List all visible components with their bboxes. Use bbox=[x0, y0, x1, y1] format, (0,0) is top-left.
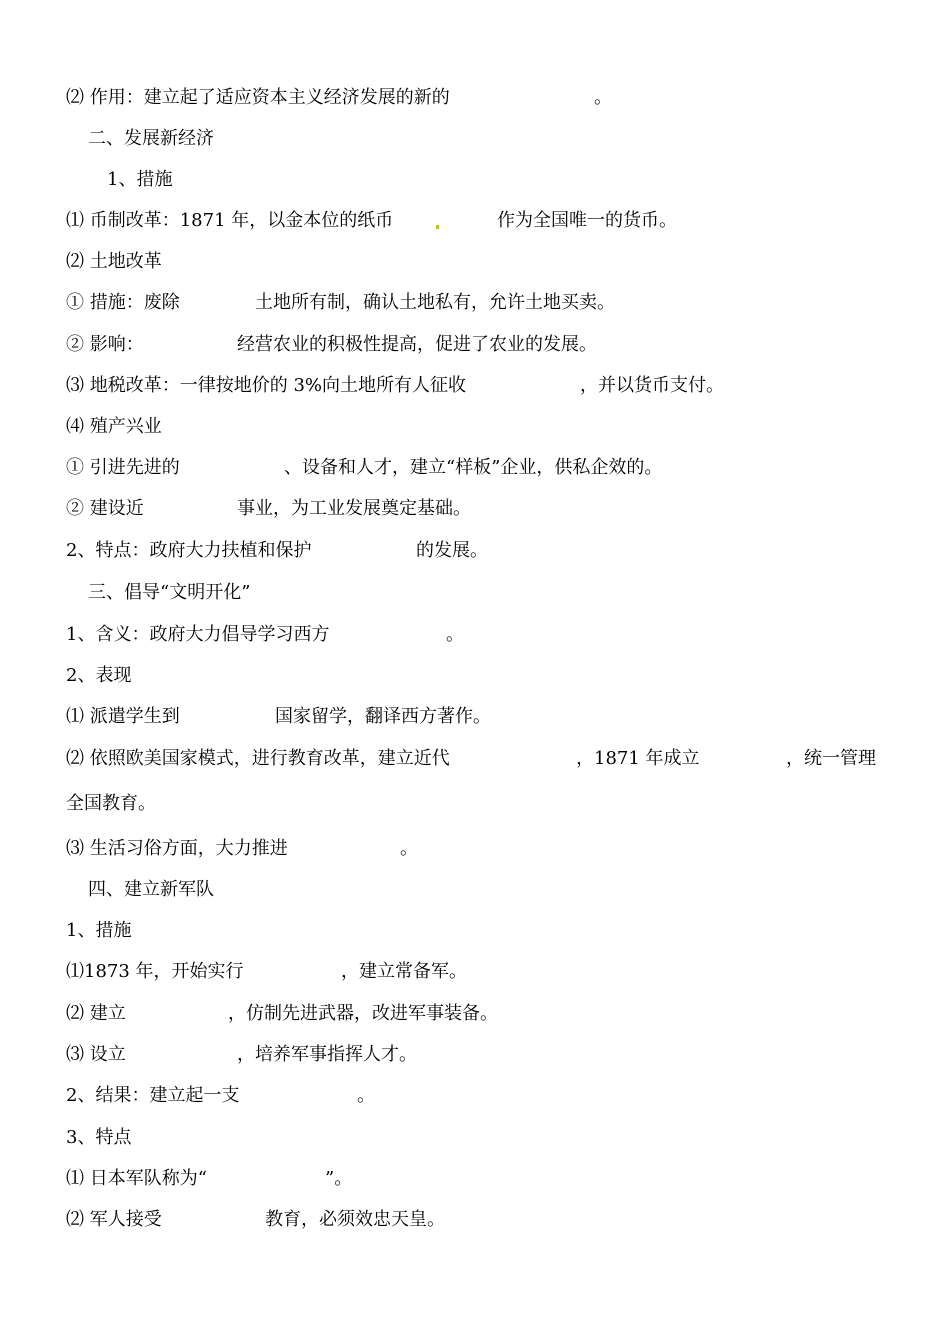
highlight-mark bbox=[436, 225, 439, 229]
document-page: ⑵ 作用：建立起了适应资本主义经济发展的新的 。 二、发展新经济 1、措施 ⑴ 币制改革：1871 年，以金本位的纸币 作为全国唯一的货币。 ⑵ 土地改革 ① 措施：废除 土地所有制，确认土地私有，允许土地买卖。 ② 影响： 经营农业的积极性提高，促进了农业的发展。 ⑶ 地税改革：一律按地价的 3%向土地所有人征收 ，并以货币支付。 ⑷ 殖产兴业 ① 引进先进的 、设备和人才，建立“样板”企业，供私企效的。 ② 建设近 事业，为工业发展奠定基础。 2、特点：政府大力扶植和保护 的发展。 三、倡导“文明开化” 1、含义：政府大力倡导学习西方 。 2、表现 ⑴ 派遣学生到 国家留学，翻译西方著作。 ⑵ 依照欧美国家模式，进行教育改革，建立近代 ，1871 年成立 ，统一管理 全国教育。 ⑶ 生活习俗方面，大力推进 。 四、建立新军队 1、措施 ⑴1873 年，开始实行 ，建立常备军。 ⑵ 建立 ，仿制先进武器，改进军事装备。 ⑶ 设立 ，培养军事指挥人才。 2、结果：建立起一支 。 3、特点 ⑴ 日本军队称为“ ”。 ⑵ 军人接受 教育，必须效忠天皇。 bbox=[66, 87, 876, 1230]
